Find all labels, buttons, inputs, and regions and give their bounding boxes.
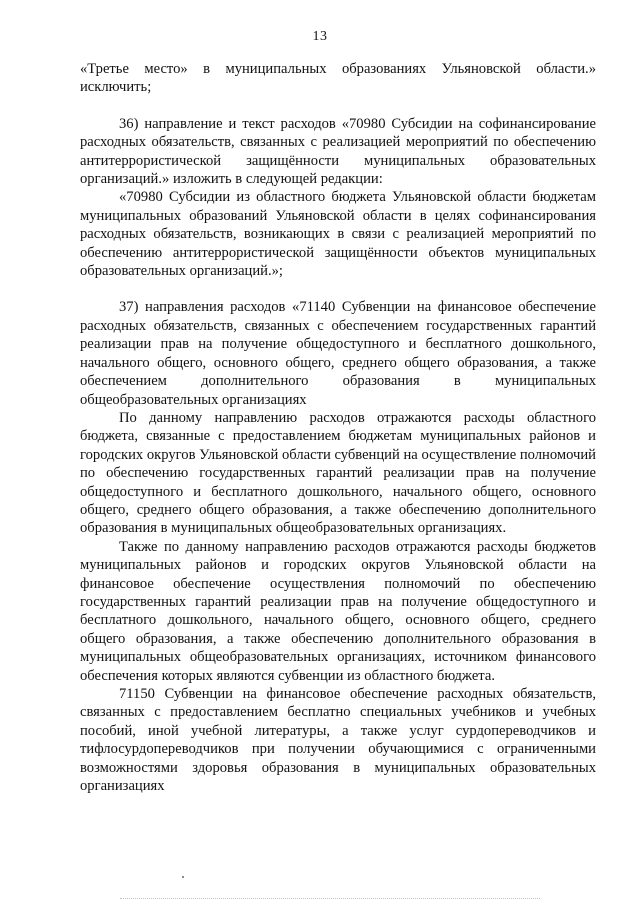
paragraph-regional-budget: По данному направлению расходов отражаются расходы областного бюджета, связанные с предоставлением бюджетам муниципальных районов и городских округов Ульяновской области субвенций на осуществление полномочий по обеспечению государственных гарантий реализации прав на получение общедоступного и бесплатного дошкольного, начального общего, основного общего, среднего общего образования, а также обеспечению дополнительного образования в муниципальных общеобразовательных организациях.: [80, 409, 596, 537]
paragraph-70980-new-text: «70980 Субсидии из областного бюджета Ульяновской области бюджетам муниципальных образований Ульяновской области в целях софинансирования расходных обязательств, возникающих в связи с реализацией мероприятий по обеспечению антитеррористической защищённости объектов муниципальных образовательных организаций.»;: [80, 189, 596, 280]
paragraph-third-place: «Третье место» в муниципальных образованиях Ульяновской области.» исключить;: [80, 61, 596, 96]
paragraph-municipal-budget: Также по данному направлению расходов отражаются расходы бюджетов муниципальных районов и городских округов Ульяновской области на финансовое обеспечение осуществления полномочий по обеспечению государственных гарантий реализации прав на получение общедоступного и бесплатного дошкольного, начального общего, основного общего, среднего общего образования, а также обеспечению дополнительного образования в муниципальных общеобразовательных организациях, источником финансового обеспечения которых являются субвенции из областного бюджета.: [80, 538, 596, 684]
page-number: 13: [312, 29, 328, 44]
paragraph-item-36: 36) направление и текст расходов «70980 Субсидии на софинансирование расходных обязательств, связанных с реализацией мероприятий по обеспечению антитеррористической защищённости муниципальных образовательных организаций.» изложить в следующей редакции:: [80, 115, 596, 188]
scan-dot: [182, 876, 184, 878]
paragraph-71150: 71150 Субвенции на финансовое обеспечение расходных обязательств, связанных с предоставлением бесплатно специальных учебников и учебных пособий, иной учебной литературы, а также услуг сурдопереводчиков и тифлосурдопереводчиков при получении обучающимися с ограниченными возможностями здоровья образования в муниципальных образовательных организациях: [80, 686, 596, 795]
document-body: [80, 60, 596, 795]
paragraph-item-37: 37) направления расходов «71140 Субвенции на финансовое обеспечение расходных обязательств, связанных с обеспечением государственных гарантий реализации прав на получение общедоступного и бесплатного дошкольного, начального общего, основного общего, среднего общего образования, а также обеспечением дополнительного образования в муниципальных общеобразовательных организациях: [80, 299, 596, 408]
scan-edge-marks: [120, 898, 540, 905]
